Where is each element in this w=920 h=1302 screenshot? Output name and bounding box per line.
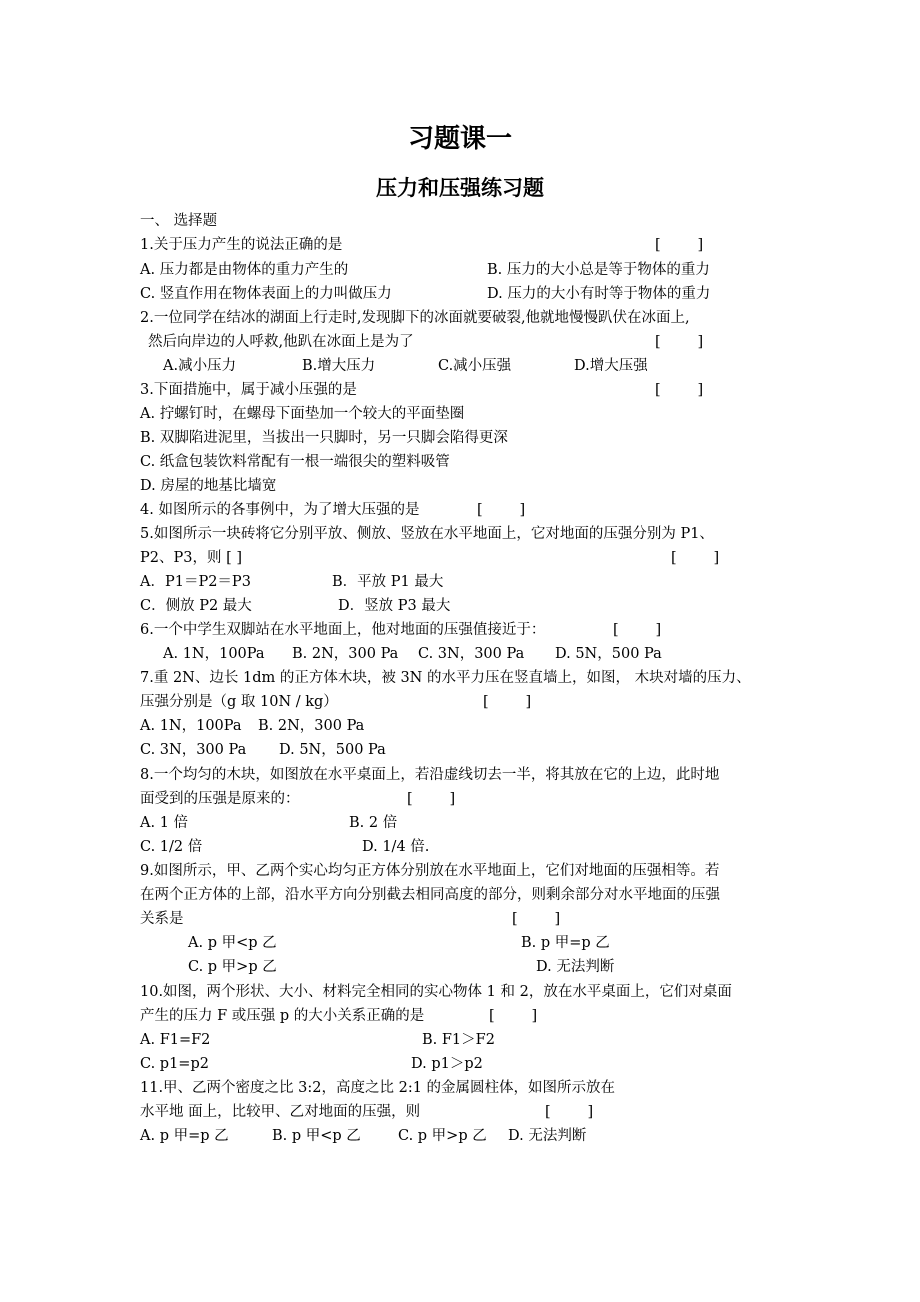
q3-answer-bracket: [ ] — [655, 382, 704, 398]
q3-option-b: B. 双脚陷进泥里，当拔出一只脚时，另一只脚会陷得更深 — [140, 430, 508, 446]
q8-stem-line1: 8.一个均匀的木块，如图放在水平桌面上，若沿虚线切去一半，将其放在它的上边，此时地 — [140, 767, 720, 783]
q7-option-d: D. 5N，500 Pa — [279, 742, 386, 758]
q10-option-c: C. p1=p2 — [140, 1056, 209, 1072]
q7-stem-line2: 压强分别是（g 取 10N / kg） — [140, 694, 338, 710]
q7-option-a: A. 1N，100Pa — [140, 718, 242, 734]
q9-option-d: D. 无法判断 — [536, 959, 615, 975]
q3-stem: 3.下面措施中，属于减小压强的是 — [140, 382, 357, 398]
q2-option-a: A.减小压力 — [163, 358, 237, 374]
q3-option-a: A. 拧螺钉时，在螺母下面垫加一个较大的平面垫圈 — [140, 406, 465, 422]
q10-option-b: B. F1＞F2 — [422, 1032, 495, 1048]
page-title: 习题课一 — [407, 124, 512, 154]
q10-answer-bracket: [ ] — [489, 1008, 538, 1024]
q11-stem-line2: 水平地 面上，比较甲、乙对地面的压强，则 — [140, 1104, 421, 1120]
q9-option-c: C. p 甲>p 乙 — [188, 959, 277, 975]
q3-option-d: D. 房屋的地基比墙宽 — [140, 478, 277, 494]
q2-option-c: C.减小压强 — [438, 358, 512, 374]
q10-option-d: D. p1＞p2 — [411, 1056, 483, 1072]
q5-option-b: B．平放 P1 最大 — [332, 574, 444, 590]
q1-option-c: C. 竖直作用在物体表面上的力叫做压力 — [140, 286, 392, 302]
q11-answer-bracket: [ ] — [545, 1104, 594, 1120]
q11-option-b: B. p 甲<p 乙 — [272, 1128, 361, 1144]
q8-option-b: B. 2 倍 — [349, 815, 398, 831]
q5-option-d: D．竖放 P3 最大 — [338, 598, 451, 614]
q1-option-b: B. 压力的大小总是等于物体的重力 — [487, 262, 710, 278]
q1-option-a: A. 压力都是由物体的重力产生的 — [140, 262, 349, 278]
q3-option-c: C. 纸盒包装饮料常配有一根一端很尖的塑料吸管 — [140, 454, 450, 470]
page-subtitle: 压力和压强练习题 — [376, 175, 544, 200]
q8-option-d: D. 1/4 倍. — [362, 839, 430, 855]
q6-stem: 6.一个中学生双脚站在水平地面上，他对地面的压强值接近于： — [140, 622, 546, 638]
q8-option-c: C. 1/2 倍 — [140, 839, 203, 855]
q7-stem-line1: 7.重 2N、边长 1dm 的正方体木块，被 3N 的水平力压在竖直墙上，如图， 木块对墙的压力、 — [140, 670, 751, 686]
q8-stem-line2: 面受到的压强是原来的： — [140, 791, 300, 807]
q10-stem-line1: 10.如图，两个形状、大小、材料完全相同的实心物体 1 和 2，放在水平桌面上，它们对桌面 — [140, 984, 732, 1000]
q9-option-a: A. p 甲<p 乙 — [188, 935, 277, 951]
q4-answer-bracket: [ ] — [477, 502, 526, 518]
q11-option-a: A. p 甲=p 乙 — [140, 1128, 229, 1144]
section-heading: 一、 选择题 — [140, 213, 218, 229]
q2-option-b: B.增大压力 — [302, 358, 376, 374]
q9-stem-line1: 9.如图所示，甲、乙两个实心均匀正方体分别放在水平地面上，它们对地面的压强相等。若 — [140, 863, 720, 879]
q10-option-a: A. F1=F2 — [140, 1032, 211, 1048]
q6-option-d: D. 5N，500 Pa — [555, 646, 662, 662]
q6-option-a: A. 1N，100Pa — [163, 646, 265, 662]
q1-answer-bracket: [ ] — [655, 237, 704, 253]
q7-option-b: B. 2N，300 Pa — [258, 718, 365, 734]
q7-option-c: C. 3N，300 Pa — [140, 742, 247, 758]
q9-answer-bracket: [ ] — [512, 911, 561, 927]
q2-option-d: D.增大压强 — [574, 358, 648, 374]
q9-option-b: B. p 甲=p 乙 — [521, 935, 610, 951]
q9-stem-line3: 关系是 — [140, 911, 184, 927]
q5-stem-line1: 5.如图所示一块砖将它分别平放、侧放、竖放在水平地面上，它对地面的压强分别为 P1、 — [140, 526, 714, 542]
q5-option-a: A．P1＝P2＝P3 — [140, 574, 251, 590]
q1-stem: 1.关于压力产生的说法正确的是 — [140, 237, 343, 253]
q1-option-d: D. 压力的大小有时等于物体的重力 — [487, 286, 711, 302]
q5-answer-bracket: [ ] — [671, 550, 720, 566]
q2-stem-line2: 然后向岸边的人呼救,他趴在冰面上是为了 — [148, 334, 414, 350]
q9-stem-line2: 在两个正方体的上部，沿水平方向分别截去相同高度的部分，则剩余部分对水平地面的压强 — [140, 887, 720, 903]
q4-stem: 4. 如图所示的各事例中，为了增大压强的是 — [140, 502, 420, 518]
q6-option-c: C. 3N，300 Pa — [418, 646, 525, 662]
q11-stem-line1: 11.甲、乙两个密度之比 3:2，高度之比 2:1 的金属圆柱体，如图所示放在 — [140, 1080, 616, 1096]
q11-option-d: D. 无法判断 — [508, 1128, 587, 1144]
q7-answer-bracket: [ ] — [483, 694, 532, 710]
q6-answer-bracket: [ ] — [613, 622, 662, 638]
q2-stem-line1: 2.一位同学在结冰的湖面上行走时,发现脚下的冰面就要破裂,他就地慢慢趴伏在冰面上, — [140, 310, 690, 326]
q5-stem-line2: P2、P3，则 [ ] — [140, 550, 242, 566]
q2-answer-bracket: [ ] — [655, 334, 704, 350]
q8-option-a: A. 1 倍 — [140, 815, 189, 831]
q6-option-b: B. 2N，300 Pa — [292, 646, 399, 662]
q8-answer-bracket: [ ] — [407, 791, 456, 807]
q10-stem-line2: 产生的压力 F 或压强 p 的大小关系正确的是 — [140, 1008, 425, 1024]
q11-option-c: C. p 甲>p 乙 — [398, 1128, 487, 1144]
q5-option-c: C．侧放 P2 最大 — [140, 598, 252, 614]
